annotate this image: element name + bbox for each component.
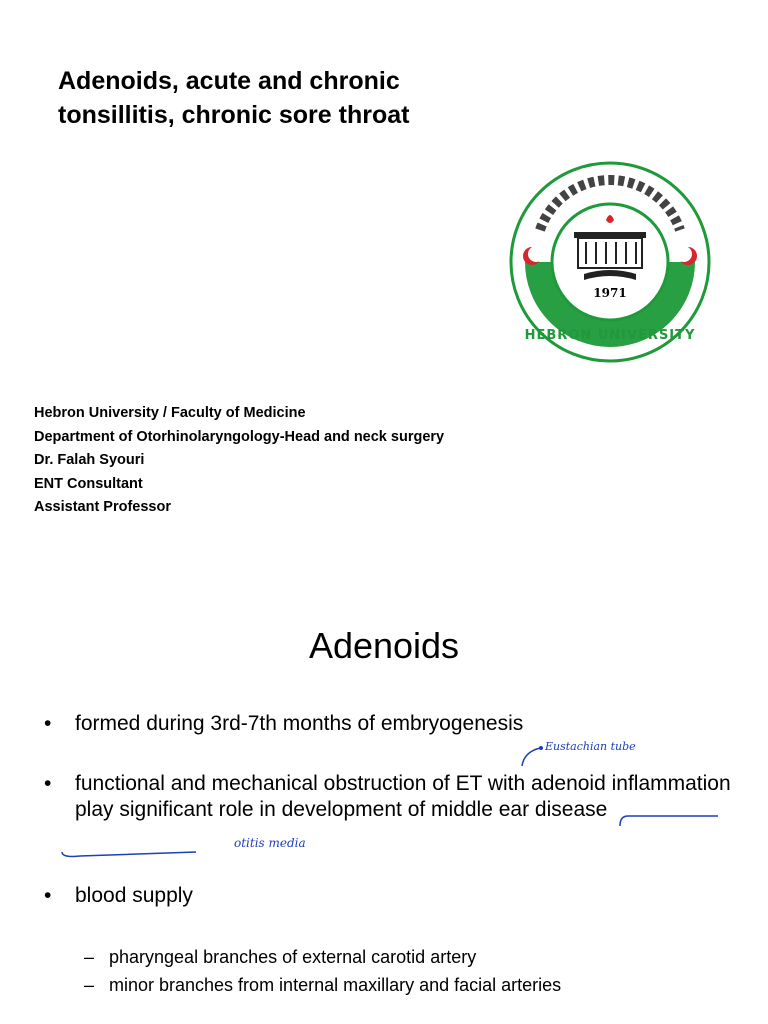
bullet-icon: • [44,712,52,735]
affiliation-line: Department of Otorhinolaryngology-Head and neck surgery [34,428,445,445]
affiliation-line: Assistant Professor [34,499,171,515]
bullet-icon: • [44,884,52,907]
bullet-text: functional and mechanical obstruction of ET with adenoid inflammation play significant role in development of middle ear disease [75,772,731,821]
sub-bullet-text: pharyngeal branches of external carotid artery [109,947,477,967]
dash-icon: – [84,947,95,967]
affiliation-line: Hebron University / Faculty of Medicine [34,405,306,421]
affiliation-line: Dr. Falah Syouri [34,452,145,468]
logo-year: 1971 [593,286,627,300]
bullet-text: formed during 3rd-7th months of embryogenesis [75,712,524,735]
handwritten-note: otitis media [234,836,306,850]
handwritten-note: Eustachian tube [545,740,636,753]
sub-bullet-text: minor branches from internal maxillary and facial arteries [109,975,562,995]
slide-title: Adenoids, acute and chronic tonsillitis, chronic sore throat [58,67,410,129]
dash-icon: – [84,975,95,995]
section-title: Adenoids [308,625,460,666]
bullet-text: blood supply [75,884,193,907]
bullet-icon: • [44,772,52,795]
affiliation-line: ENT Consultant [34,475,143,492]
logo-university-name: HEBRON UNIVERSITY [524,328,696,343]
